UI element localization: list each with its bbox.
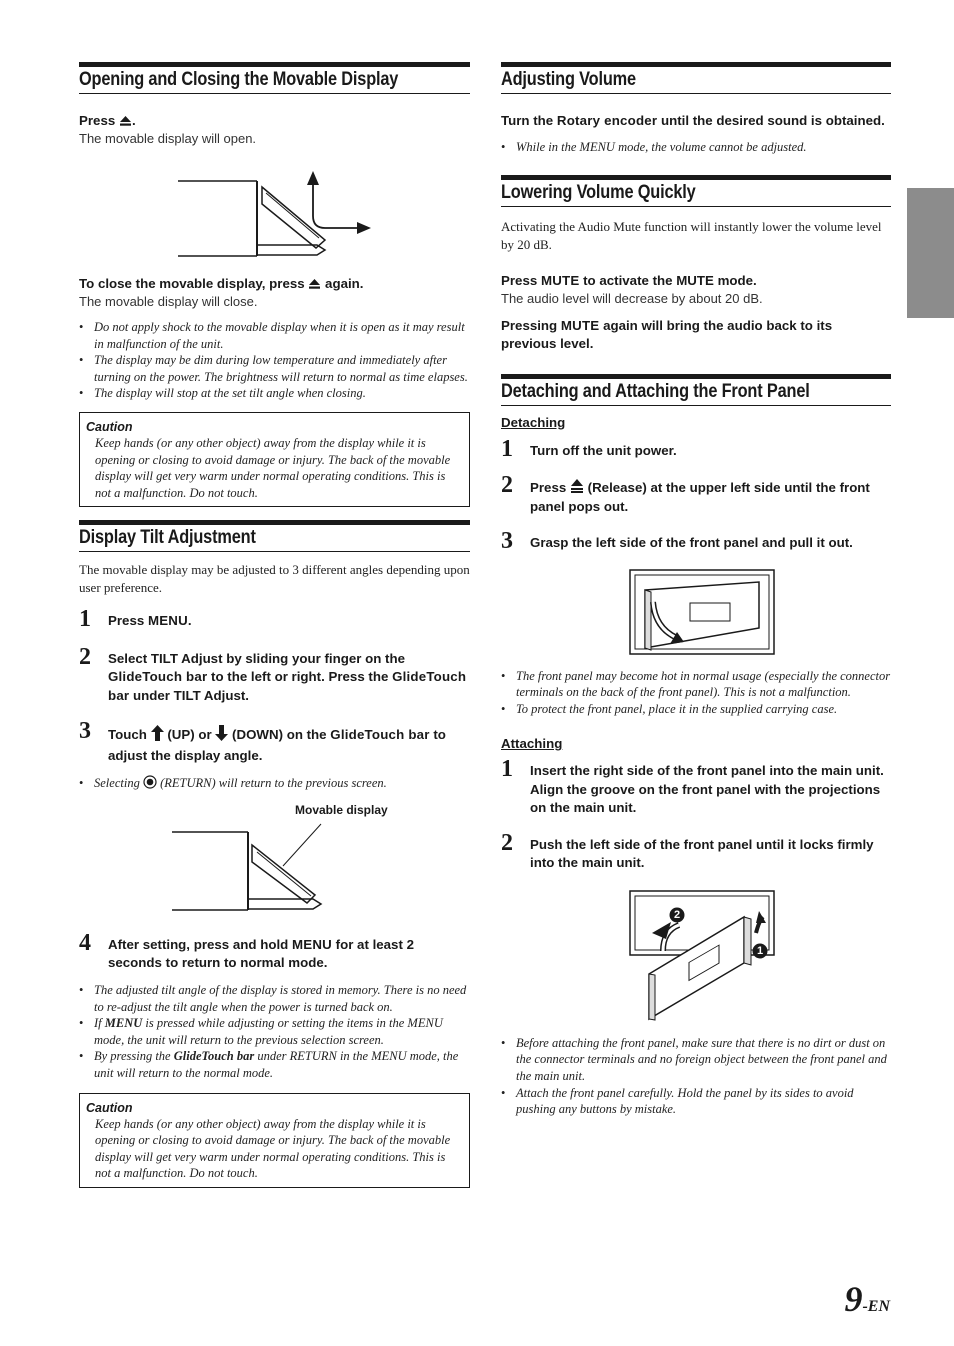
press-eject-instruction [79, 112, 470, 130]
display-open-illustration [79, 161, 470, 261]
text: Press [108, 613, 145, 629]
step-text: Push the left side of the front panel until it locks firmly into the main unit. [530, 836, 874, 871]
press-suffix: . [131, 113, 136, 128]
text: is pressed while adjusting or setting the items in the MENU mode, the unit will return to the previous selection screen. [94, 1016, 443, 1047]
detach-step-2 [501, 472, 891, 516]
page-number-value: 9 [844, 1279, 863, 1319]
attach-step-1 [501, 756, 891, 818]
mute-key: MUTE [540, 272, 580, 288]
list-item: • The front panel may become hot in normal usage (especially the connector terminals on the back of the front panel). This is not a malfunction. [501, 668, 891, 701]
close-description: The movable display will close. [79, 294, 258, 309]
text: By pressing the [94, 1049, 171, 1064]
list-item: • The adjusted tilt angle of the display is stored in memory. There is no need to re-adjust the tilt angle when the power is turned back on. [79, 982, 470, 1015]
text: After setting, press and hold [108, 936, 289, 952]
text: If [94, 1016, 102, 1031]
section-heading-panel [501, 374, 891, 406]
page-number-suffix: -EN [862, 1298, 890, 1315]
volume-notes [501, 139, 891, 156]
text: to adjust the display angle. [108, 727, 446, 764]
step-number: 4 [79, 929, 91, 956]
detaching-label: Detaching [501, 414, 566, 430]
glidetouch-key: GlideTouch bar [330, 727, 430, 743]
attach-figure [501, 889, 891, 1021]
eject-icon [308, 278, 321, 290]
step-number: 2 [79, 643, 91, 670]
close-suffix: again. [325, 276, 364, 291]
text: Pressing [501, 317, 558, 333]
attach-notes [501, 1035, 891, 1118]
step-text: Turn off the unit power. [530, 442, 677, 458]
press-description: The movable display will open. [79, 131, 257, 146]
right-column [501, 62, 891, 1118]
list-item: • Attach the front panel carefully. Hold the panel by its sides to avoid pushing any buttons by mistake. [501, 1085, 891, 1118]
page-number [844, 1278, 890, 1320]
marker-1: 1 [756, 944, 764, 957]
step-number: 2 [501, 472, 513, 499]
down-arrow-icon [215, 725, 228, 741]
text: Turn the [501, 113, 554, 128]
detach-step-1 [501, 435, 891, 462]
tilt-step-4 [79, 929, 470, 973]
text: to the left or right. Press the [211, 669, 389, 685]
text: under TILT Adjust. [133, 687, 249, 703]
detach-illustration [501, 566, 891, 661]
heading-open-close: Opening and Closing the Movable Display [79, 69, 399, 90]
caution-title: Caution [86, 1100, 133, 1115]
heading-lowering: Lowering Volume Quickly [501, 181, 696, 203]
tilt-step-1 [79, 606, 470, 633]
tilt-illustration [79, 802, 470, 922]
tilt-step-2 [79, 643, 470, 706]
list-item: • While in the MENU mode, the volume cannot be adjusted. [501, 139, 891, 156]
step-number: 1 [79, 606, 91, 633]
lowering-intro: Activating the Audio Mute function will instantly lower the volume level by 20 dB. [501, 218, 882, 252]
list-item: • The display will stop at the set tilt angle when closing. [79, 385, 470, 402]
step-text [108, 724, 470, 766]
rotary-encoder-key: Rotary encoder [556, 113, 658, 128]
caution-title: Caution [86, 419, 133, 434]
heading-volume: Adjusting Volume [501, 69, 636, 90]
text: Selecting [94, 776, 140, 791]
text: until the desired sound is obtained. [660, 113, 885, 128]
glidetouch-key: GlideTouch bar [108, 669, 208, 685]
text: to activate the MUTE mode. [583, 272, 757, 288]
close-instruction [79, 275, 470, 293]
heading-panel: Detaching and Attaching the Front Panel [501, 380, 810, 402]
text: (RETURN) will return to the previous screen. [160, 776, 387, 791]
caution-text: Keep hands (or any other object) away from the display while it is opening or closing to avoid damage or injury. The back of the movable display will get very warm under normal operating conditions. This is not a malfunction. Do not touch. [95, 1116, 451, 1181]
tilt-figure [79, 802, 470, 922]
list-item [79, 1048, 470, 1081]
step-text [108, 650, 470, 706]
caution-text: Keep hands (or any other object) away from the display while it is opening or closing to avoid damage or injury. The back of the movable display will get very warm under normal operating conditions. This is not a malfunction. Do not touch. [95, 435, 451, 500]
attaching-label: Attaching [501, 736, 563, 752]
step-number: 1 [501, 756, 513, 783]
return-icon [143, 775, 157, 789]
menu-key: MENU [104, 1016, 143, 1031]
press-label: Press [79, 113, 116, 128]
text: Press [530, 480, 567, 496]
up-arrow-icon [151, 725, 164, 741]
step-text [108, 612, 470, 631]
step-number: 2 [501, 829, 513, 856]
left-column [79, 62, 470, 1188]
text: again will bring the audio back to its previous level. [501, 317, 833, 351]
marker-2: 2 [673, 908, 681, 921]
step-text: Insert the right side of the front panel into the main unit. Align the groove on the front panel with the projections on the main unit. [530, 763, 884, 816]
section-heading-lowering [501, 175, 891, 207]
text: . [187, 613, 192, 629]
tilt-intro: The movable display may be adjusted to 3 different angles depending upon user preference. [79, 562, 470, 596]
attach-illustration [501, 889, 891, 1021]
volume-instruction [501, 112, 891, 130]
tilt-select-note [79, 775, 470, 792]
section-heading-open-close [79, 62, 470, 94]
glidetouch-key: GlideTouch bar [173, 1049, 255, 1064]
tilt-step-3 [79, 718, 470, 766]
movable-display-label: Movable display [295, 802, 388, 817]
text: Select TILT Adjust by sliding your finger on the [108, 650, 405, 666]
menu-key: MENU [291, 936, 332, 952]
step-number: 3 [501, 528, 513, 555]
list-item [79, 775, 470, 792]
detach-step-3 [501, 528, 891, 555]
list-item: • The display may be dim during low temperature and immediately after turning on the power. The brightness will return to normal as time elapses. [79, 352, 470, 385]
release-icon [570, 478, 584, 494]
open-close-notes [79, 319, 470, 402]
attach-step-2 [501, 829, 891, 873]
mute-again-instruction [501, 317, 891, 353]
text: (DOWN) on the [232, 727, 327, 743]
menu-key: MENU [147, 613, 188, 629]
heading-tilt: Display Tilt Adjustment [79, 527, 256, 549]
eject-icon [119, 115, 132, 127]
step-text [108, 936, 470, 973]
step-number: 3 [79, 718, 91, 745]
close-label: To close the movable display, press [79, 276, 305, 291]
step-text [530, 478, 891, 516]
text: Touch [108, 727, 147, 743]
list-item: • Before attaching the front panel, make sure that there is no dirt or dust on the connector terminals and no foreign object between the front panel and the main unit. [501, 1035, 891, 1085]
text: (UP) or [167, 727, 212, 743]
text: for at least 2 seconds to return to normal mode. [108, 936, 414, 971]
language-tab [907, 188, 954, 318]
caution-box-2 [79, 1093, 470, 1188]
section-heading-volume [501, 62, 891, 94]
list-item: • To protect the front panel, place it in the supplied carrying case. [501, 701, 891, 718]
tilt-notes [79, 982, 470, 1082]
mute-instruction [501, 272, 891, 290]
step-number: 1 [501, 435, 513, 462]
step-text: Grasp the left side of the front panel and pull it out. [530, 535, 853, 551]
detach-notes [501, 668, 891, 718]
caution-box-1 [79, 412, 470, 507]
text: (Release) at the upper left side until the front panel pops out. [530, 480, 870, 514]
text: Press [501, 272, 538, 288]
glidetouch-key: GlideTouch bar [108, 669, 467, 703]
mute-description: The audio level will decrease by about 20 dB. [501, 290, 763, 306]
list-item: • Do not apply shock to the movable display when it is open as it may result in malfunction of the unit. [79, 319, 470, 352]
section-heading-tilt [79, 520, 470, 552]
list-item [79, 1015, 470, 1048]
mute-key: MUTE [560, 317, 600, 333]
text: under RETURN in the MENU mode, the unit will return to the normal mode. [94, 1049, 459, 1080]
